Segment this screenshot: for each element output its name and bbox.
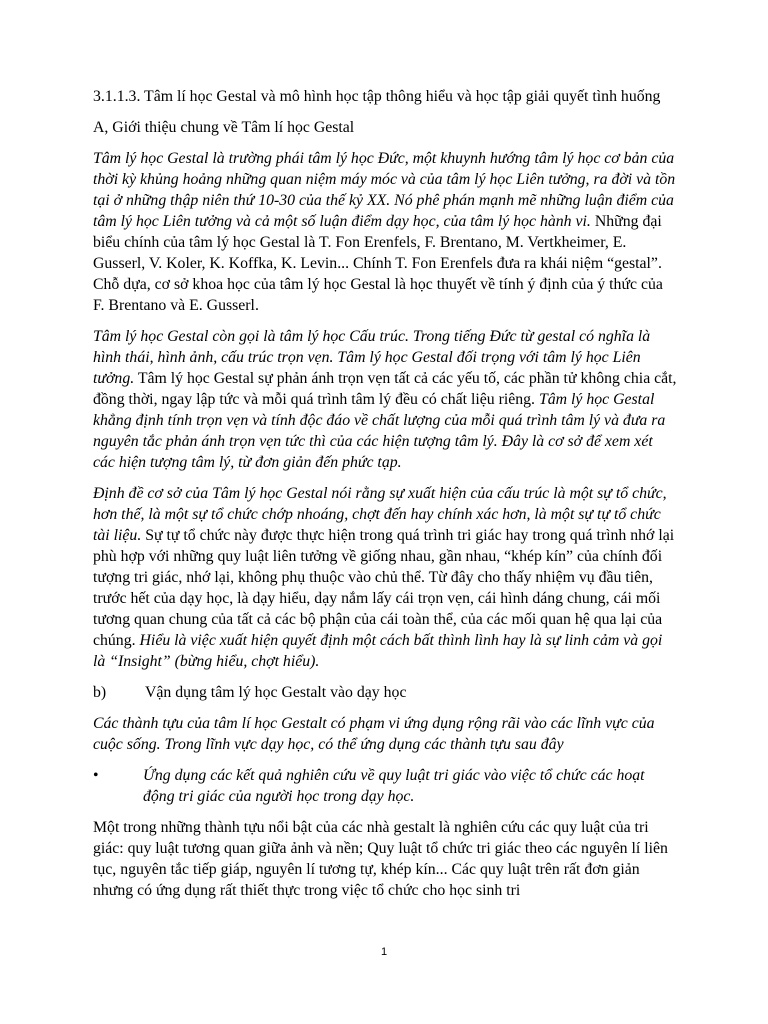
paragraph-intro-normal: Những đại biểu chính của tâm lý học Gestal là T. Fon Erenfels, F. Brentano, M. Vertkheimer, E. Gusserl, V. Koler, K. Koffka, K. Levin... Chính T. Fon Erenfels đưa ra khái niệm “gestal”. Chỗ dựa, cơ sở khoa học của tâm lý học Gestal là học thuyết về tính ý định của ý thức của F. Brentano và E. Gusserl. xyxy=(93,213,663,314)
subheading-b-marker: b) xyxy=(93,684,107,701)
paragraph-structure-normal: Tâm lý học Gestal sự phản ánh trọn vẹn tất cả các yếu tố, các phần tử không chia cắt, đồng thời, ngay lập tức và mỗi quá trình tâm lý đều có chất liệu riêng. xyxy=(93,370,677,408)
bullet-marker: • xyxy=(93,767,99,784)
paragraph-intro-italic: Tâm lý học Gestal là trường phái tâm lý học Đức, một khuynh hướng tâm lý học cơ bản của thời kỳ khủng hoảng những quan niệm máy móc và của tâm lý học Liên tưởng, ra đời và tồn tại ở những thập niên thứ 10-30 của thế kỷ XX. Nó phê phán mạnh mẽ những luận điểm của tâm lý học Liên tưởng và cả một số luận điểm dạy học, của tâm lý học hành vi. xyxy=(93,150,676,230)
paragraph-structure-italic-2: Tâm lý học Gestal khẳng định tính trọn vẹn và tính độc đáo về chất lượng của mỗi quá trình tâm lý và đưa ra nguyên tắc phản ánh trọn vẹn tức thì của các hiện tượng tâm lý. Đây là cơ sở để xem xét các hiện tượng tâm lý, từ đơn giản đến phức tạp. xyxy=(93,391,666,471)
paragraph-structure-italic-1: Tâm lý học Gestal còn gọi là tâm lý học Cấu trúc. Trong tiếng Đức từ gestal có nghĩa là hình thái, hình ảnh, cấu trúc trọn vẹn. Tâm lý học Gestal đối trọng với tâm lý học Liên tưởng. xyxy=(93,328,651,387)
paragraph-applications-italic: Các thành tựu của tâm lí học Gestalt có phạm vi ứng dụng rộng rãi vào các lĩnh vực của cuộc sống. Trong lĩnh vực dạy học, có thể ứng dụng các thành tựu sau đây xyxy=(93,715,655,753)
bullet-text: Ứng dụng các kết quả nghiên cứu về quy luật tri giác vào việc tổ chức các hoạt động tri giác của người học trong dạy học. xyxy=(143,767,645,805)
paragraph-intro xyxy=(93,148,678,316)
subheading-b-text: Vận dụng tâm lý học Gestalt vào dạy học xyxy=(145,684,407,701)
paragraph-postulate xyxy=(93,483,678,672)
section-title: 3.1.1.3. Tâm lí học Gestal và mô hình học tập thông hiểu và học tập giải quyết tình huống xyxy=(93,88,661,105)
paragraph-applications xyxy=(93,713,678,755)
paragraph-structure xyxy=(93,326,678,473)
subheading-a: A, Giới thiệu chung về Tâm lí học Gestal xyxy=(93,119,355,136)
paragraph-perception-laws: Một trong những thành tựu nổi bật của các nhà gestalt là nghiên cứu các quy luật của tri giác: quy luật tương quan giữa ảnh và nền; Quy luật tổ chức tri giác theo các nguyên lí liên tục, nguyên tắc tiếp giáp, nguyên lí tương tự, khép kín... Các quy luật trên rất đơn giản nhưng có ứng dụng rất thiết thực trong việc tổ chức cho học sinh tri xyxy=(93,819,668,899)
page-number: 1 xyxy=(380,946,388,958)
paragraph-postulate-italic-2: Hiểu là việc xuất hiện quyết định một cách bất thình lình hay là sự linh cảm và gọi là “Insight” (bừng hiểu, chợt hiểu). xyxy=(93,632,663,670)
bullet-item xyxy=(93,765,678,807)
paragraph-postulate-italic-1: Định đề cơ sở của Tâm lý học Gestal nói rằng sự xuất hiện của cấu trúc là một sự tổ chức, hơn thế, là một sự tổ chức chớp nhoáng, chợt đến hay chính xác hơn, là một sự tự tổ chức tài liệu. xyxy=(93,485,667,544)
subheading-b xyxy=(93,682,678,703)
paragraph-postulate-normal: Sự tự tổ chức này được thực hiện trong quá trình tri giác hay trong quá trình nhớ lại phù hợp với những quy luật liên tưởng về giống nhau, gần nhau, “khép kín” của chính đối tượng tri giác, nhớ lại, không phụ thuộc vào chủ thể. Từ đây cho thấy nhiệm vụ đầu tiên, trước hết của dạy học, là dạy hiểu, dạy nắm lấy cái trọn vẹn, cái hình dáng chung, cái mối tương quan chung của tất cả các bộ phận của cái toàn thể, của các mối quan hệ qua lại của chúng. xyxy=(93,527,675,649)
